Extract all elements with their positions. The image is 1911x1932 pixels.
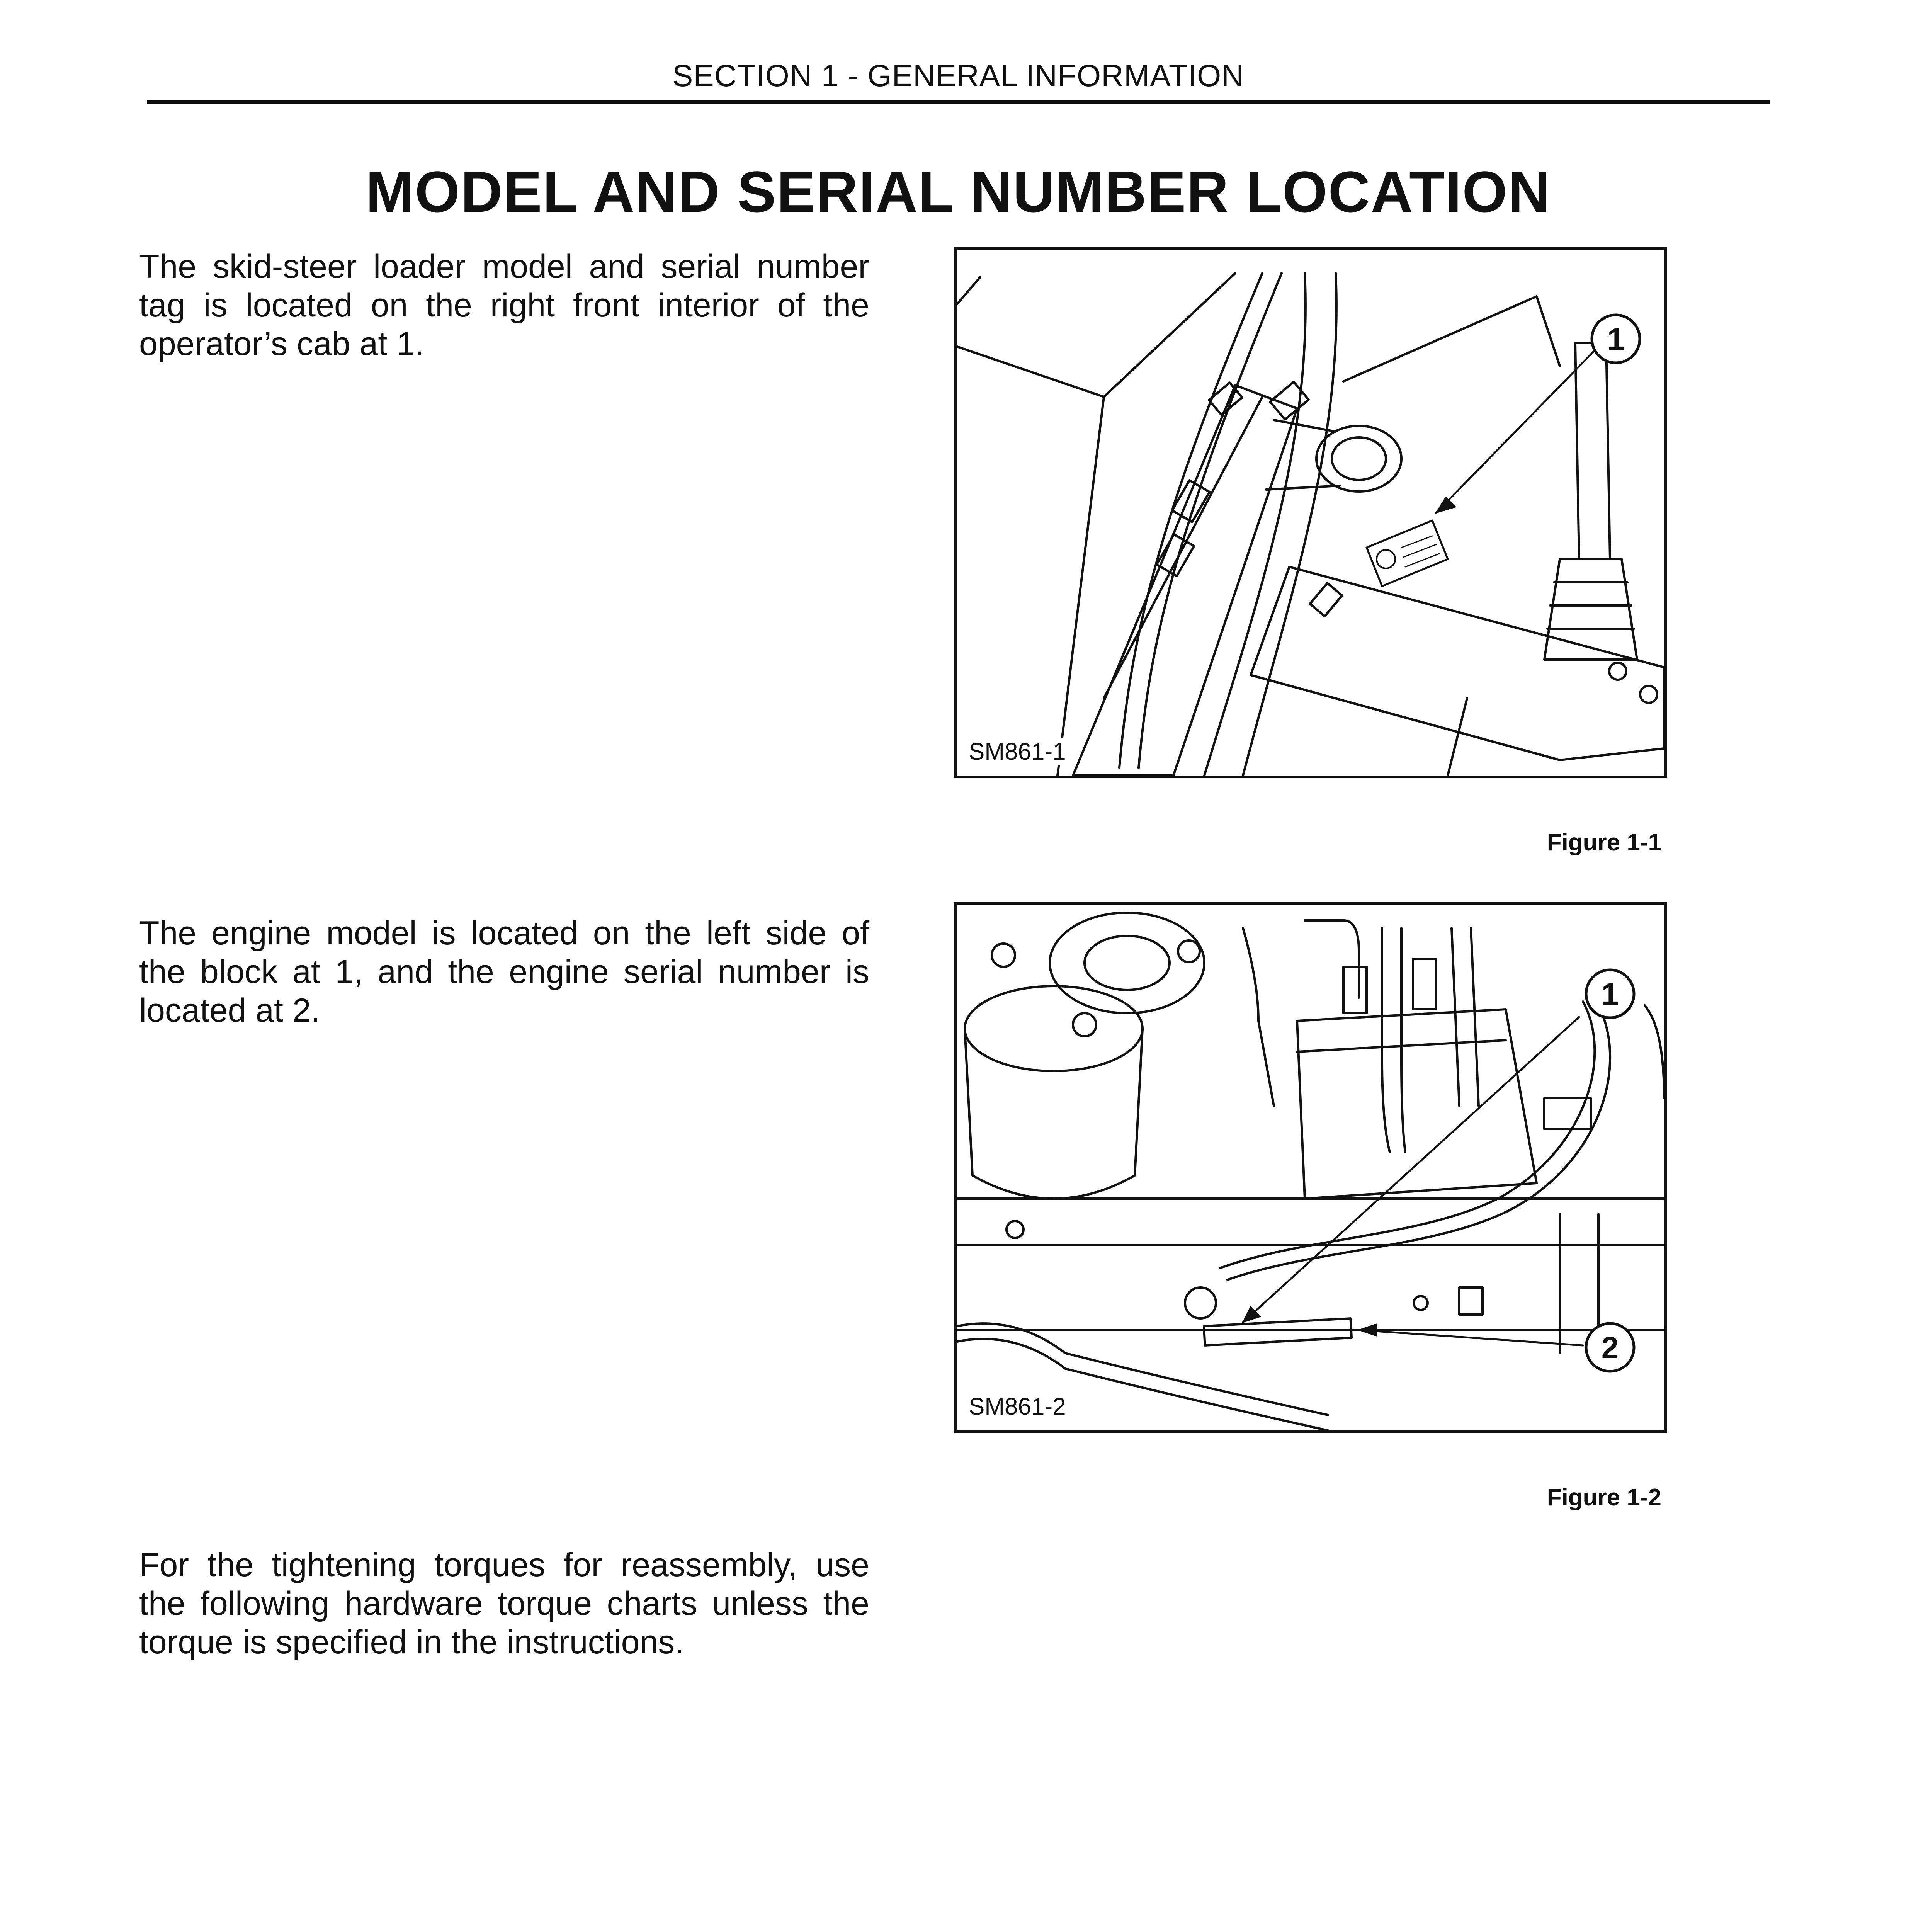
figure-1-2-caption: Figure 1-2 xyxy=(1547,1484,1661,1511)
page-title: MODEL AND SERIAL NUMBER LOCATION xyxy=(366,159,1551,224)
callout-2-label: 2 xyxy=(1601,1330,1619,1365)
engine-block-drawing xyxy=(957,905,1664,1430)
paragraph-cab-tag: The skid-steer loader model and serial number tag is located on the right front interior of the operator’s cab at 1. xyxy=(139,248,869,362)
section-header xyxy=(147,58,1770,104)
callout-2 xyxy=(1586,1323,1634,1371)
cab-interior-drawing xyxy=(957,250,1664,776)
figure-1-1-caption: Figure 1-1 xyxy=(1547,829,1661,856)
callout-1 xyxy=(1586,970,1634,1018)
callout-1 xyxy=(1592,315,1640,363)
callout-1-label: 1 xyxy=(1601,977,1619,1011)
paragraph-engine-model: The engine model is located on the left side of the block at 1, and the engine serial number is located at 2. xyxy=(139,915,869,1029)
section-header-text: SECTION 1 - GENERAL INFORMATION xyxy=(672,58,1245,93)
figure-1-2-code: SM861-2 xyxy=(966,1393,1069,1420)
paragraph-torque: For the tightening torques for reassembly, use the following hardware torque charts unless the torque is specified in the instructions. xyxy=(139,1546,869,1661)
figure-1-1-code: SM861-1 xyxy=(966,738,1069,765)
figure-1-2-illustration xyxy=(954,902,1667,1433)
figure-1-1-illustration xyxy=(954,247,1667,778)
callout-1-label: 1 xyxy=(1607,322,1625,356)
